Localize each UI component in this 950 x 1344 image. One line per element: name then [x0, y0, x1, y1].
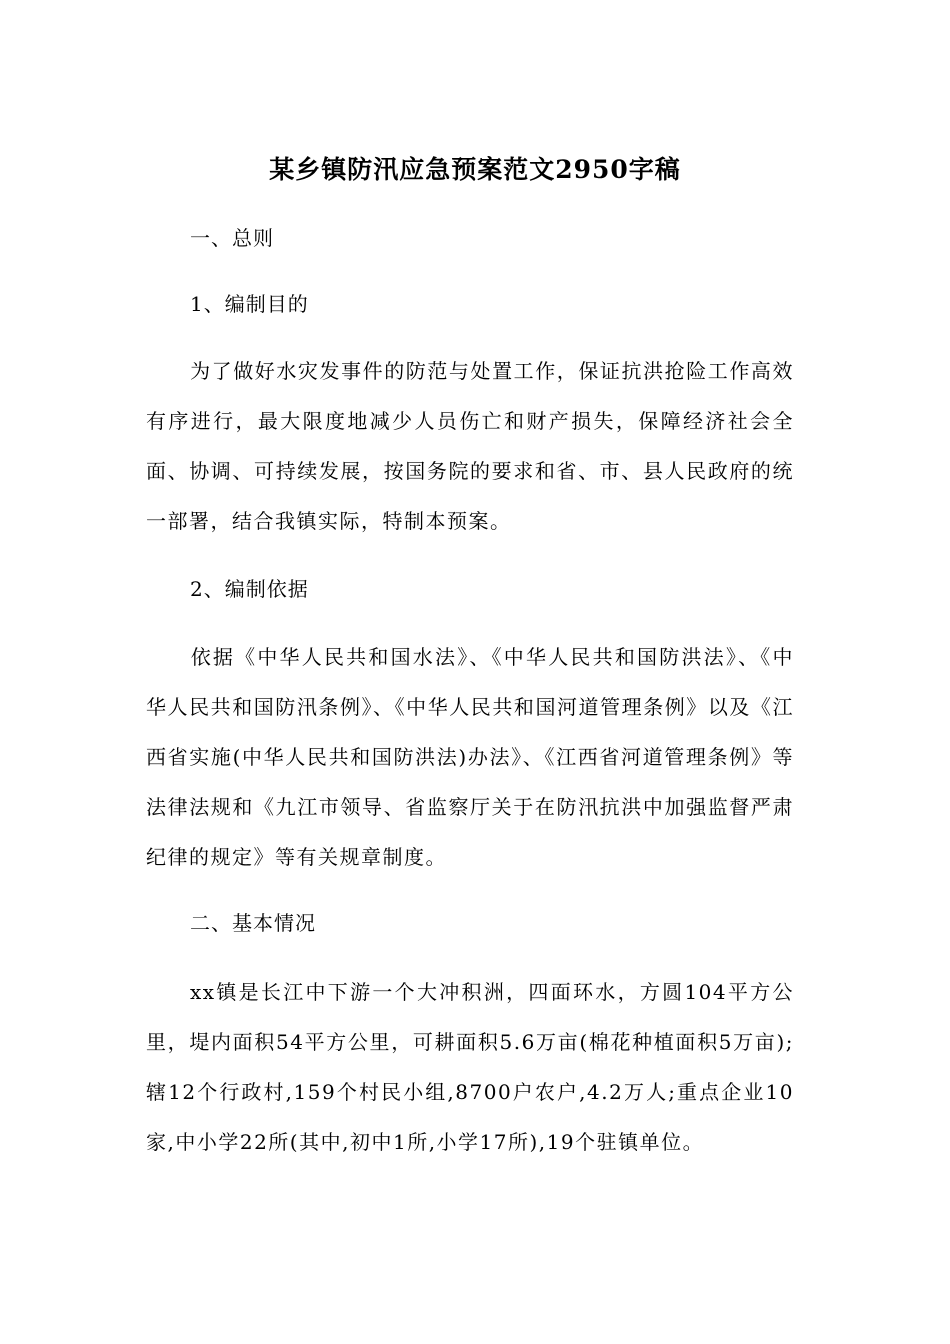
paragraph-basis-text: 依据《中华人民共和国水法》、《中华人民共和国防洪法》、《中华人民共和国防汛条例》、《中华人民共和国河道管理条例》以及《江西省实施(中华人民共和国防洪法)办法》、《江西省河道管理条例》等法律法规和《九江市领导、省监察厅关于在防汛抗洪中加强监督严肃纪律的规定》等有关规章制度。 [146, 645, 794, 869]
subheading-basis: 2、编制依据 [190, 577, 309, 601]
document-title: 某乡镇防汛应急预案范文2950字稿 [269, 155, 681, 184]
paragraph-basis [146, 632, 794, 882]
paragraph-purpose-text: 为了做好水灾发事件的防范与处置工作，保证抗洪抢险工作高效有序进行，最大限度地减少人员伤亡和财产损失，保障经济社会全面、协调、可持续发展，按国务院的要求和省、市、县人民政府的统一部署，结合我镇实际，特制本预案。 [146, 359, 794, 533]
subheading-purpose: 1、编制目的 [190, 292, 309, 316]
paragraph-purpose [146, 346, 794, 546]
paragraph-basic-situation [146, 967, 794, 1167]
section-heading-basic-situation: 二、基本情况 [190, 911, 316, 935]
section-heading-general: 一、总则 [190, 226, 274, 250]
paragraph-basic-situation-text: xx镇是长江中下游一个大冲积洲，四面环水，方圆104平方公里，堤内面积54平方公里，可耕面积5.6万亩(棉花种植面积5万亩);辖12个行政村,159个村民小组,8700户农户,4.2万人;重点企业10家,中小学22所(其中,初中1所,小学17所),19个驻镇单位。 [146, 980, 794, 1154]
